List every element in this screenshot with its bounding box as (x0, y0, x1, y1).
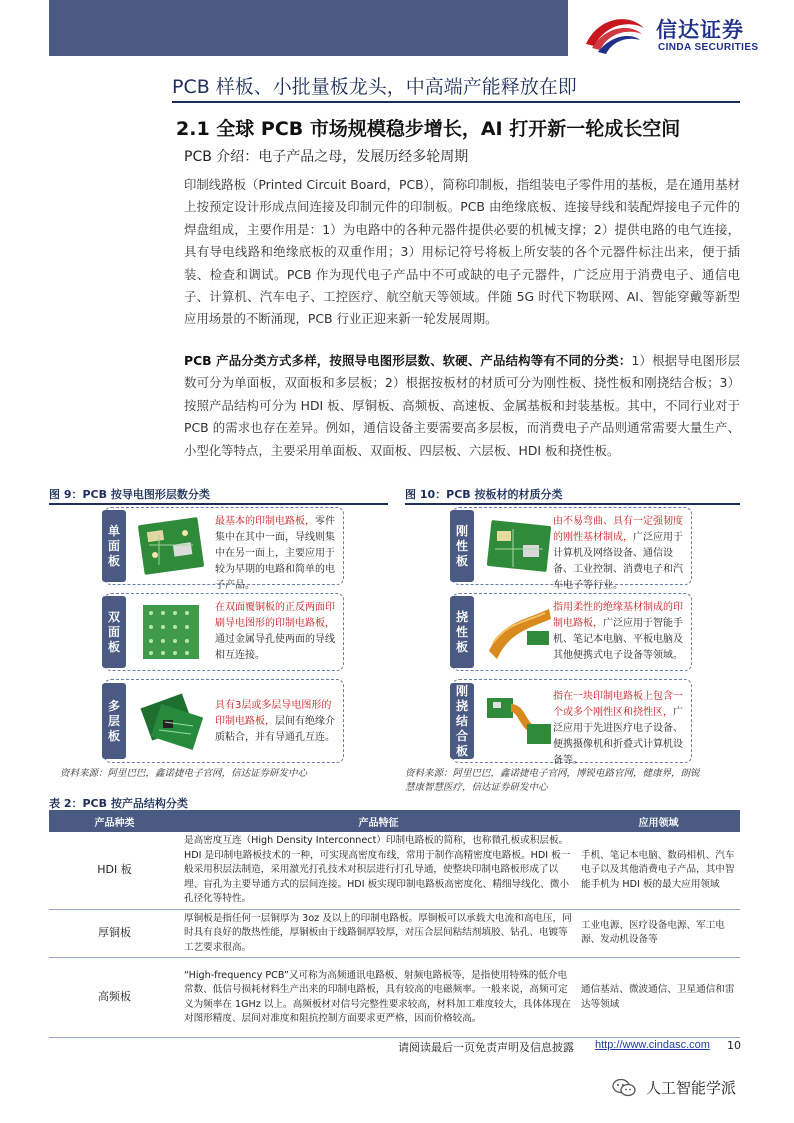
table2-caption: 表 2：PCB 按产品结构分类 (49, 797, 188, 810)
figure10-description (553, 514, 687, 594)
figure9-tag: 单面板 (102, 510, 126, 582)
figure10-item-flexible (452, 593, 692, 671)
figure9-source: 资料来源：阿里巴巴，鑫诺捷电子官网，信达证券研发中心 (60, 768, 308, 779)
figure9-description (215, 698, 339, 746)
page-number: 10 (727, 1039, 741, 1052)
column-header-application: 应用领域 (577, 810, 740, 832)
figure9-description (215, 514, 339, 594)
figure9-highlight: 具有3层或多层导电图形的印制电路板， (215, 700, 332, 727)
product-feature: “High-frequency PCB”又可称为高频通讯电路板、射频电路板等，是指使用特殊的低介电常数、低信号损耗材料生产出来的印制电路板，具有较高的电磁频率。一般来说，高频可定义为频率在 1GHz 以上。高频板材对信号完整性要求较高，材料加工难度较大，具体体现在对图形精度、层间对准度和阻抗控制方面要求更严格，因而价格较高。 (180, 958, 577, 1038)
classification-paragraph-lead: PCB 产品分类方式多样，按照导电图形层数、软硬、产品结构等有不同的分类： (184, 353, 632, 368)
product-feature: 是高密度互连（High Density Interconnect）印制电路板的简称，也称微孔板或积层板。HDI 是印制电路板技术的一种，可实现高密度布线，常用于制作高精密度电路板。HDI 板一般采用积层法制造，采用激光打孔技术对积层进行打孔导通，使整块印制电路板形成了以埋、盲孔为主要导通方式的层间连接。HDI 板实现印制电路板高密度化、精细导线化、微小孔径化等特性。 (180, 832, 577, 909)
classification-paragraph (184, 350, 740, 462)
column-header-type: 产品种类 (49, 810, 180, 832)
figure9-caption: 图 9：PCB 按导电图形层数分类 (49, 488, 210, 501)
figure9-text: 通过金属导孔使两面的导线相互连接。 (215, 634, 335, 661)
figure10-text: 广泛应用于智能手机、笔记本电脑、平板电脑及其他便携式电子设备等领域。 (553, 618, 683, 661)
figure10-source-line2: 慧康智慧医疗，信达证券研发中心 (405, 782, 548, 793)
figure9-tag: 多层板 (102, 683, 126, 759)
footer-website-link[interactable]: http://www.cindasc.com (595, 1039, 710, 1051)
figure10-highlight: 由不易弯曲、具有一定强韧度的刚性基材制成， (553, 516, 683, 543)
figure9-highlight: 最基本的印制电路板， (215, 516, 315, 527)
wechat-account-name: 人工智能学派 (646, 1079, 737, 1097)
logo-english-name: CINDA SECURITIES (658, 42, 759, 53)
title-divider (172, 101, 740, 103)
multi-layer-pcb-image (135, 690, 207, 752)
figure10-description (553, 689, 687, 769)
figure9-item-double-layer (104, 593, 344, 671)
figure10-text: 广泛应用于计算机及网络设备、通信设备、工业控制、消费电子和汽车电子等行业。 (553, 532, 683, 591)
product-name: 厚铜板 (49, 909, 180, 958)
product-name: HDI 板 (49, 832, 180, 909)
figure9-rule (49, 503, 388, 505)
rigid-pcb-image (483, 515, 555, 577)
table-row (49, 832, 740, 909)
figure9-description (215, 600, 339, 664)
product-application: 工业电源、医疗设备电源、军工电源、发动机设备等 (577, 909, 740, 958)
product-structure-table (49, 810, 740, 1038)
figure10-text: 广泛应用于先进医疗电子设备、便携摄像机和折叠式计算机设备等。 (553, 707, 683, 766)
table-row (49, 958, 740, 1038)
figure10-highlight: 指在一块印制电路板上包含一个或多个刚性区和挠性区， (553, 691, 683, 718)
figure10-tag: 刚挠结合板 (450, 683, 474, 759)
figure10-rule (405, 503, 740, 505)
column-header-feature: 产品特征 (180, 810, 577, 832)
logo-chinese-name: 信达证券 (656, 18, 744, 42)
figure9-text: 层间有绝缘介质粘合，并有导通孔互连。 (215, 716, 335, 743)
figure9-text: 零件集中在其中一面，导线则集中在另一面上，主要应用于较为早期的电路和简单的电子产品。 (215, 516, 335, 591)
cinda-logo-icon (584, 14, 646, 54)
rigid-flex-pcb-image (483, 690, 555, 752)
product-application: 通信基站、微波通信、卫星通信和雷达等领域 (577, 958, 740, 1038)
double-layer-pcb-image (135, 601, 207, 663)
figure10-item-rigid (452, 507, 692, 591)
page-title: PCB 样板、小批量板龙头，中高端产能释放在即 (172, 76, 577, 98)
figure10-item-rigid-flex (452, 679, 692, 766)
figure9-highlight: 在双面覆铜板的正反两面印刷导电图形的印制电路板， (215, 602, 335, 629)
table-row (49, 909, 740, 958)
classification-paragraph-body: 1）根据导电图形层数可分为单面板，双面板和多层板；2）根据按板材的材质可分为刚性板、挠性板和刚挠结合板；3）按照产品结构可分为 HDI 板、厚铜板、高频板、高速板、金属基板和封装基板。其中，不同行业对于 PCB 的需求也存在差异。例如，通信设备主要需要高多层板，而消费电子产品则通常需要大量生产、小型化等特点，主要采用单面板、双面板、四层板、六层板、HDI 板和挠性板。 (184, 353, 740, 458)
figure10-description (553, 600, 687, 664)
figure10-source-line1: 资料来源：阿里巴巴，鑫诺捷电子官网，博锐电路官网，健康界，朗锐 (405, 768, 700, 779)
single-layer-pcb-image (135, 515, 207, 577)
figure10-caption: 图 10：PCB 按板材的材质分类 (405, 488, 563, 501)
header-bar (49, 0, 568, 56)
cinda-logo (584, 12, 784, 56)
subsection-heading: PCB 介绍：电子产品之母，发展历经多轮周期 (184, 149, 469, 165)
footer-disclaimer: 请阅读最后一页免责声明及信息披露 (398, 1041, 574, 1054)
table-header-row (49, 810, 740, 832)
section-heading: 2.1 全球 PCB 市场规模稳步增长，AI 打开新一轮成长空间 (176, 118, 681, 140)
intro-paragraph: 印制线路板（Printed Circuit Board，PCB），简称印制板，指组装电子零件用的基板，是在通用基材上按预定设计形成点间连接及印制元件的印制板。PCB 由绝缘底板、连接导线和装配焊接电子元件的焊盘组成，主要作用是：1）为电路中的各种元器件提供必要的机械支撑；2）提供电路的电气连接，具有导电线路和绝缘底板的双重作用；3）用标记符号将板上所安装的各个元器件标注出来，便于插装、检查和调试。PCB 作为现代电子产品中不可或缺的电子元器件，广泛应用于消费电子、通信电子、计算机、汽车电子、工控医疗、航空航天等领域。伴随 5G 时代下物联网、AI、智能穿戴等新型应用场景的不断涌现，PCB 行业正迎来新一轮发展周期。 (184, 177, 740, 327)
wechat-icon (612, 1078, 636, 1098)
figure9-item-multi-layer (104, 679, 344, 763)
figure10-highlight: 指用柔性的绝缘基材制成的印制电路板， (553, 602, 683, 629)
figure10-tag: 刚性板 (450, 510, 474, 582)
figure9-item-single-layer (104, 507, 344, 591)
product-application: 手机、笔记本电脑、数码相机、汽车电子以及其他消费电子产品，其中智能手机为 HDI 板的最大应用领域 (577, 832, 740, 909)
product-feature: 厚铜板是指任何一层铜厚为 3oz 及以上的印制电路板。厚铜板可以承载大电流和高电压，同时具有良好的散热性能，厚铜板由于线路铜厚较厚，对压合层间粘结剂填胶、钻孔、电镀等工艺要求很高。 (180, 909, 577, 958)
figure10-tag: 挠性板 (450, 596, 474, 668)
flexible-pcb-image (483, 601, 555, 663)
figure9-tag: 双面板 (102, 596, 126, 668)
product-name: 高频板 (49, 958, 180, 1038)
